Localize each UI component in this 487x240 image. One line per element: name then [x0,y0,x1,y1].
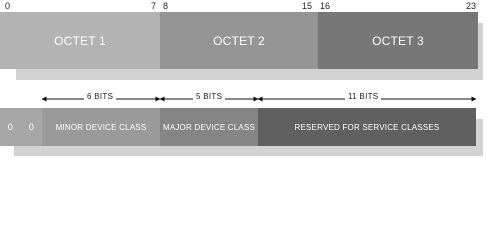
width-label-11-bits: 11 BITS [345,92,381,102]
field-major-device-class [160,108,258,146]
field-zero-a [0,108,21,146]
width-arrows [0,88,487,106]
octet-2-block [160,12,318,69]
bit-label-23: 23 [466,1,477,11]
field-reserved-service-classes [258,108,476,146]
octet-3-label: OCTET 3 [372,33,424,48]
field-reserved-label: RESERVED FOR SERVICE CLASSES [294,122,440,132]
field-major-device-class-label: MAJOR DEVICE CLASS [162,122,256,132]
field-zero-b-label: 0 [28,122,35,132]
field-zero-b [21,108,42,146]
octet-3-block [318,12,478,69]
field-minor-device-class [42,108,160,146]
field-minor-device-class-label: MINOR DEVICE CLASS [55,122,147,132]
field-zero-a-label: 0 [7,122,14,132]
width-label-6-bits: 6 BITS [84,92,116,102]
octet-1-label: OCTET 1 [54,33,106,48]
bit-label-15: 15 [302,1,313,11]
bit-label-16: 16 [320,1,331,11]
bit-label-8: 8 [163,1,169,11]
octet-1-block [0,12,160,69]
bit-label-0: 0 [5,1,11,11]
bit-label-7: 7 [151,1,157,11]
width-label-5-bits: 5 BITS [193,92,225,102]
octet-2-label: OCTET 2 [213,33,265,48]
